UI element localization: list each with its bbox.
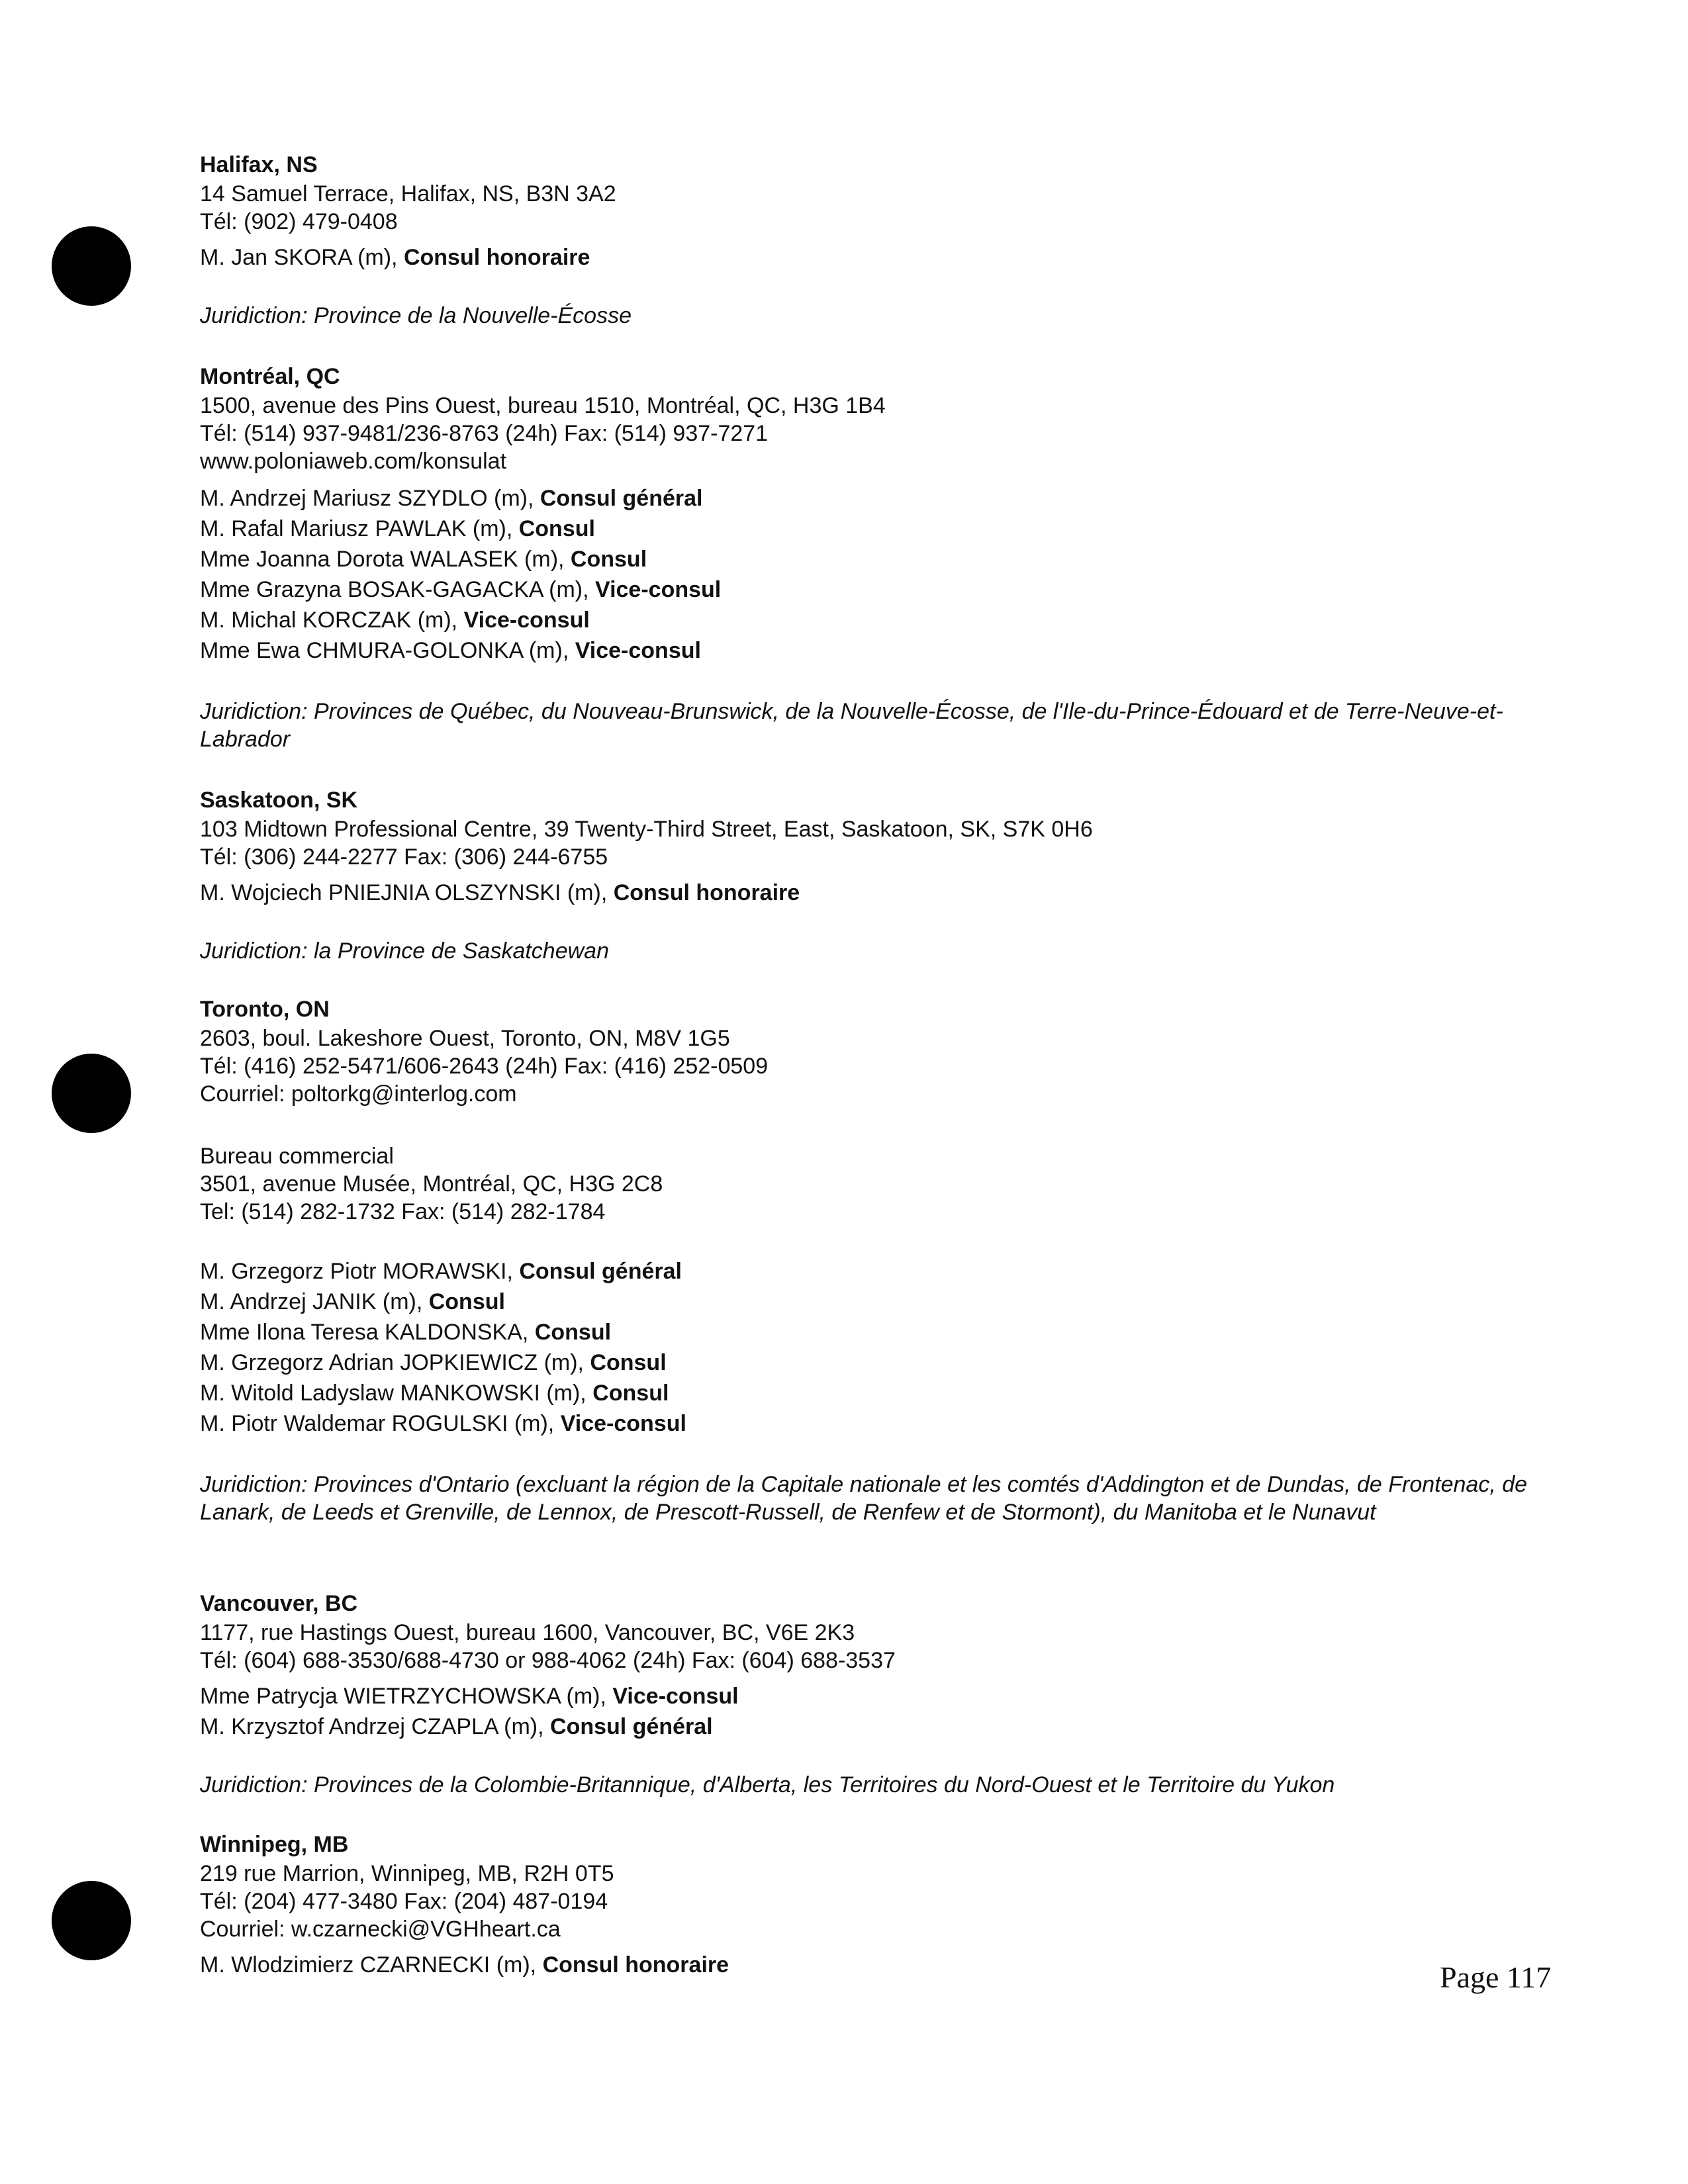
staff-name: M. Grzegorz Piotr MORAWSKI, [200, 1259, 520, 1284]
bureau-phone: Tel: (514) 282-1732 Fax: (514) 282-1784 [200, 1199, 606, 1224]
staff-name: Mme Joanna Dorota WALASEK (m), [200, 547, 571, 572]
city-heading: Winnipeg, MB [200, 1832, 349, 1857]
staff-name: Mme Ewa CHMURA-GOLONKA (m), [200, 638, 575, 663]
staff-title: Consul général [550, 1714, 713, 1739]
jurisdiction: Juridiction: la Province de Saskatchewan [200, 938, 609, 964]
staff-title: Consul général [539, 486, 703, 511]
address: 1500, avenue des Pins Ouest, bureau 1510, Montréal, QC, H3G 1B4 [200, 393, 886, 418]
city-heading: Montréal, QC [200, 364, 340, 389]
phone: Tél: (204) 477-3480 Fax: (204) 487-0194 [200, 1889, 608, 1914]
staff-title: Vice-consul [463, 608, 590, 633]
binder-hole [52, 226, 131, 306]
staff-name: M. Rafal Mariusz PAWLAK (m), [200, 516, 519, 541]
phone: Tél: (306) 244-2277 Fax: (306) 244-6755 [200, 844, 608, 870]
staff-title: Vice-consul [575, 638, 701, 663]
staff-line [200, 637, 701, 664]
staff-line [200, 244, 590, 271]
staff-line [200, 1951, 729, 1979]
jurisdiction: Juridiction: Province de la Nouvelle-Écosse [200, 303, 632, 328]
staff-name: M. Krzysztof Andrzej CZAPLA (m), [200, 1714, 551, 1739]
staff-title: Consul [590, 1350, 667, 1375]
staff-name: M. Grzegorz Adrian JOPKIEWICZ (m), [200, 1350, 590, 1375]
phone: Tél: (514) 937-9481/236-8763 (24h) Fax: (514) 937-7271 [200, 421, 769, 446]
staff-name: M. Piotr Waldemar ROGULSKI (m), [200, 1411, 561, 1436]
staff-title: Consul [592, 1381, 669, 1406]
staff-title: Consul honoraire [542, 1952, 729, 1978]
binder-hole [52, 1054, 131, 1133]
address: 1177, rue Hastings Ouest, bureau 1600, Vancouver, BC, V6E 2K3 [200, 1620, 855, 1645]
bureau-label: Bureau commercial [200, 1144, 394, 1169]
staff-title: Consul honoraire [613, 880, 800, 905]
address: 219 rue Marrion, Winnipeg, MB, R2H 0T5 [200, 1861, 614, 1886]
email-link[interactable]: Courriel: poltorkg@interlog.com [200, 1081, 517, 1107]
staff-name: M. Michal KORCZAK (m), [200, 608, 464, 633]
address: 2603, boul. Lakeshore Ouest, Toronto, ON, M8V 1G5 [200, 1026, 730, 1051]
phone: Tél: (604) 688-3530/688-4730 or 988-4062 (24h) Fax: (604) 688-3537 [200, 1648, 896, 1673]
staff-name: M. Andrzej Mariusz SZYDLO (m), [200, 486, 540, 511]
binder-hole [52, 1881, 131, 1960]
staff-line [200, 1379, 669, 1407]
staff-line [200, 1410, 686, 1437]
staff-line [200, 1349, 667, 1377]
staff-name: M. Wlodzimierz CZARNECKI (m), [200, 1952, 543, 1978]
staff-line [200, 484, 702, 512]
staff-line [200, 1288, 505, 1316]
staff-name: Mme Patrycja WIETRZYCHOWSKA (m), [200, 1684, 613, 1709]
staff-title: Vice-consul [595, 577, 722, 602]
staff-name: M. Witold Ladyslaw MANKOWSKI (m), [200, 1381, 593, 1406]
staff-line [200, 1682, 739, 1710]
staff-line [200, 576, 721, 604]
city-heading: Toronto, ON [200, 997, 330, 1022]
staff-line [200, 606, 590, 634]
jurisdiction: Juridiction: Provinces de Québec, du Nouveau-Brunswick, de la Nouvelle-Écosse, de l'Ile-du-Prince-Édouard et de Terre-Neuve-et-Labrador [200, 699, 1503, 752]
jurisdiction: Juridiction: Provinces d'Ontario (excluant la région de la Capitale nationale et les comtés d'Addington et de Dundas, de Frontenac, de Lanark, de Leeds et Grenville, de Lennox, de Prescott-Russell, de Renfew et de Stormont), du Manitoba et le Nunavut [200, 1472, 1528, 1525]
address: 14 Samuel Terrace, Halifax, NS, B3N 3A2 [200, 181, 616, 206]
staff-title: Consul [428, 1289, 505, 1314]
staff-name: Mme Ilona Teresa KALDONSKA, [200, 1320, 535, 1345]
jurisdiction: Juridiction: Provinces de la Colombie-Britannique, d'Alberta, les Territoires du Nord-Ouest et le Territoire du Yukon [200, 1772, 1335, 1797]
address: 103 Midtown Professional Centre, 39 Twenty-Third Street, East, Saskatoon, SK, S7K 0H6 [200, 817, 1093, 842]
phone: Tél: (902) 479-0408 [200, 209, 398, 234]
staff-line [200, 879, 800, 907]
bureau-address: 3501, avenue Musée, Montréal, QC, H3G 2C8 [200, 1171, 663, 1197]
staff-line [200, 1318, 611, 1346]
staff-name: M. Wojciech PNIEJNIA OLSZYNSKI (m), [200, 880, 614, 905]
staff-title: Vice-consul [612, 1684, 739, 1709]
staff-name: M. Jan SKORA (m), [200, 245, 404, 270]
page-number: Page 117 [1440, 1960, 1552, 1994]
staff-line [200, 1257, 682, 1285]
staff-line [200, 1713, 713, 1741]
city-heading: Vancouver, BC [200, 1591, 358, 1616]
staff-line [200, 545, 647, 573]
staff-title: Vice-consul [560, 1411, 686, 1436]
staff-line [200, 515, 595, 543]
staff-title: Consul [518, 516, 595, 541]
staff-name: Mme Grazyna BOSAK-GAGACKA (m), [200, 577, 596, 602]
staff-title: Consul général [519, 1259, 682, 1284]
city-heading: Halifax, NS [200, 152, 318, 177]
phone: Tél: (416) 252-5471/606-2643 (24h) Fax: (416) 252-0509 [200, 1054, 769, 1079]
city-heading: Saskatoon, SK [200, 788, 358, 813]
email-link[interactable]: Courriel: w.czarnecki@VGHheart.ca [200, 1917, 561, 1942]
staff-title: Consul [534, 1320, 612, 1345]
staff-title: Consul honoraire [403, 245, 590, 270]
staff-name: M. Andrzej JANIK (m), [200, 1289, 429, 1314]
staff-title: Consul [570, 547, 647, 572]
website-link[interactable]: www.poloniaweb.com/konsulat [200, 449, 507, 474]
